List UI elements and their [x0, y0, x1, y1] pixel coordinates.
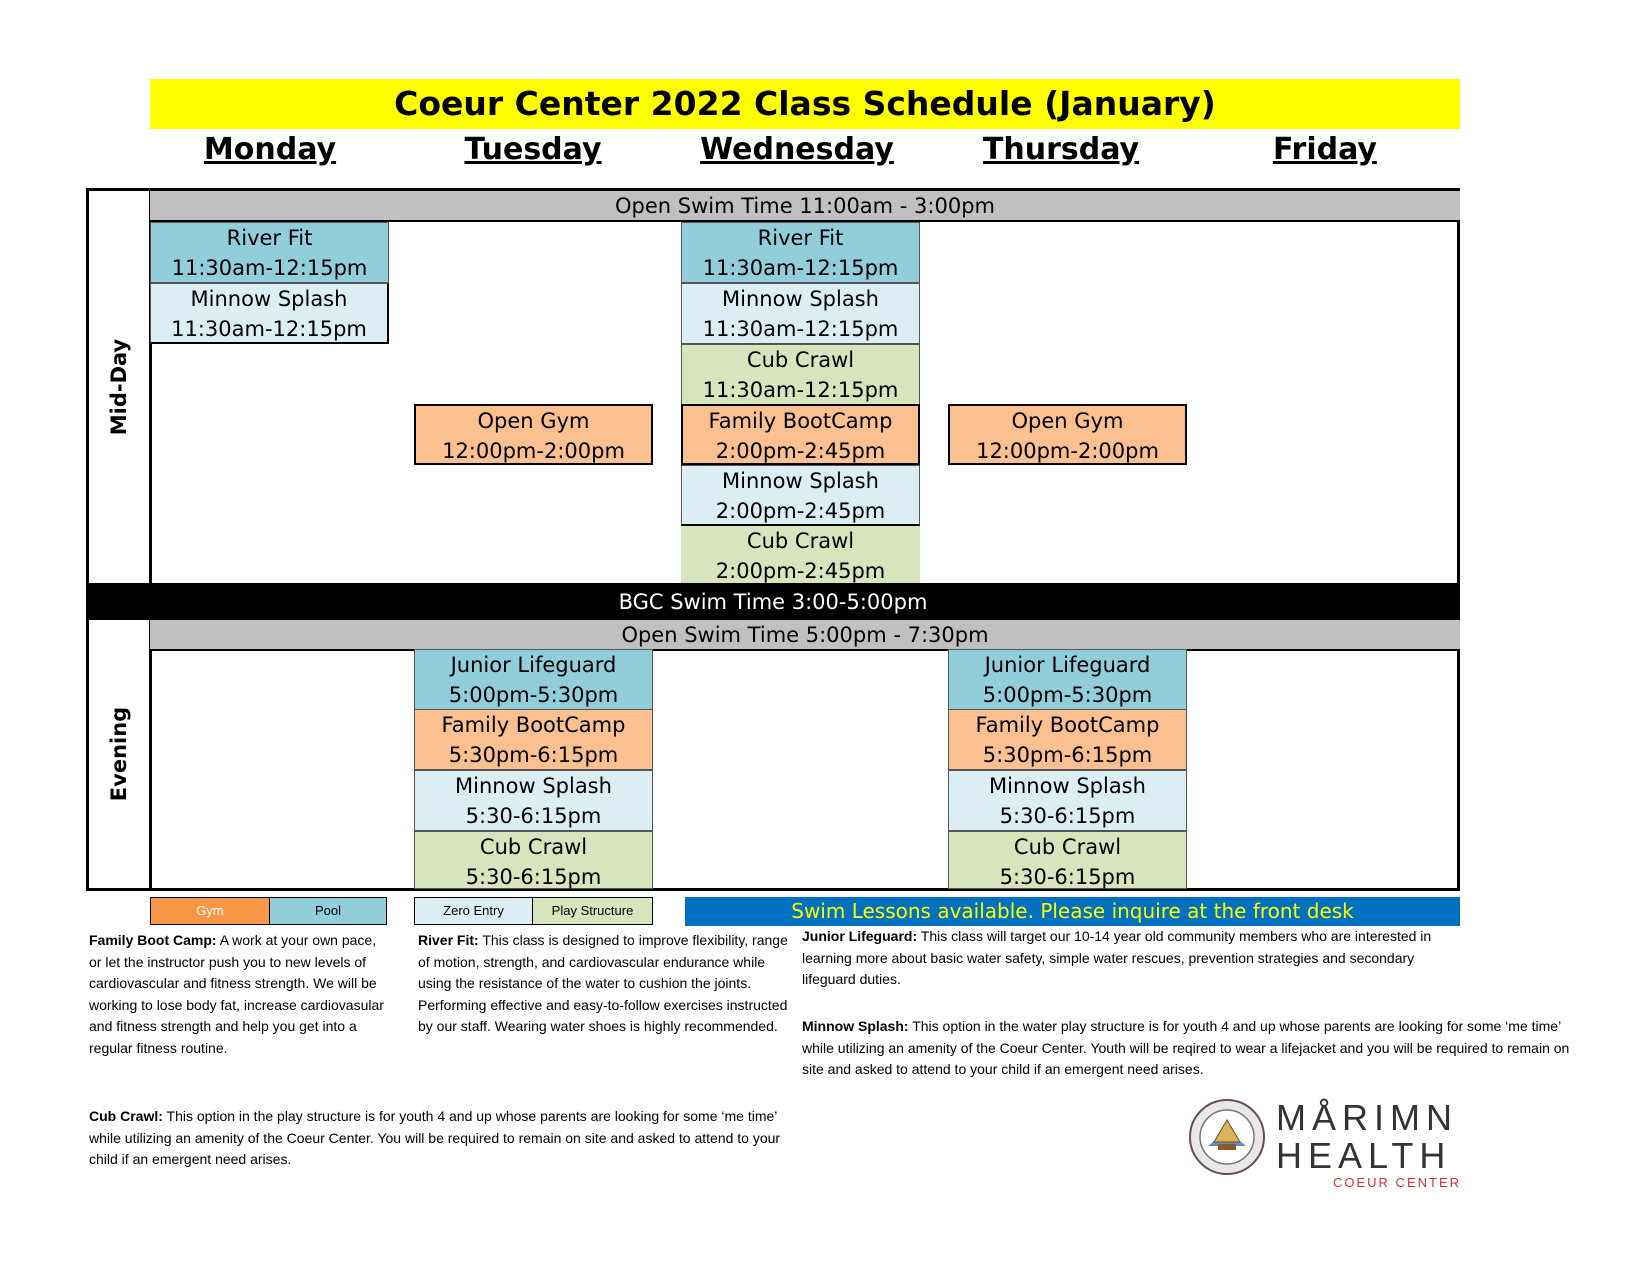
class-tuesday-family-bootcamp: Family BootCamp 5:30pm-6:15pm: [414, 709, 653, 770]
day-header-monday: Monday: [203, 132, 337, 167]
coeur-dalene-tribe-seal-icon: [1188, 1098, 1266, 1176]
class-tuesday-junior-lifeguard: Junior Lifeguard 5:00pm-5:30pm: [414, 649, 653, 710]
class-thursday-cub-crawl: Cub Crawl 5:30-6:15pm: [948, 831, 1187, 889]
class-tuesday-minnow-splash: Minnow Splash 5:30-6:15pm: [414, 770, 653, 831]
midday-label: Mid-Day: [107, 338, 131, 436]
class-wednesday-minnow-splash-2: Minnow Splash 2:00pm-2:45pm: [681, 465, 920, 526]
brand-name-line2: HEALTH: [1276, 1135, 1452, 1176]
class-wednesday-family-bootcamp: Family BootCamp 2:00pm-2:45pm: [681, 404, 920, 465]
class-wednesday-river-fit: River Fit 11:30am-12:15pm: [681, 222, 920, 283]
class-monday-minnow-splash: Minnow Splash 11:30am-12:15pm: [150, 283, 389, 344]
bgc-swim-bar: BGC Swim Time 3:00-5:00pm: [86, 586, 1460, 619]
evening-label: Evening: [107, 706, 131, 802]
open-swim-midday-bar: Open Swim Time 11:00am - 3:00pm: [150, 191, 1460, 222]
class-monday-river-fit: River Fit 11:30am-12:15pm: [150, 222, 389, 283]
description-river-fit: River Fit: This class is designed to improve flexibility, range of motion, strength, and cardiovascular endurance while using the resistance of the water to cushion the joints. Performing effective and easy-to-follow exercises instructed by our staff. Wearing water shoes is highly recommended.: [418, 932, 788, 1034]
evening-section: [86, 617, 1460, 891]
day-header-wednesday: Wednesday: [700, 132, 894, 167]
legend-gym: Gym: [150, 897, 270, 925]
description-family-boot-camp: Family Boot Camp: A work at your own pace, or let the instructor push you to new levels of cardiovascular and fitness strength. We will be working to lose body fat, increase cardiovasular and fitness strength and help you get into a regular fitness routine.: [89, 932, 384, 1056]
class-wednesday-cub-crawl-2: Cub Crawl 2:00pm-2:45pm: [681, 526, 920, 583]
day-header-friday: Friday: [1272, 132, 1377, 167]
class-thursday-junior-lifeguard: Junior Lifeguard 5:00pm-5:30pm: [948, 649, 1187, 710]
class-thursday-minnow-splash: Minnow Splash 5:30-6:15pm: [948, 770, 1187, 831]
page-title: Coeur Center 2022 Class Schedule (January): [150, 79, 1460, 129]
class-thursday-family-bootcamp: Family BootCamp 5:30pm-6:15pm: [948, 709, 1187, 770]
description-cub-crawl: Cub Crawl: This option in the play structure is for youth 4 and up whose parents are looking for some ‘me time’ while utilizing an amenity of the Coeur Center. You will be required to remain on site and asked to attend to your child if an emergent need arises.: [89, 1108, 781, 1167]
brand-name-line1: MÅRIMN: [1276, 1097, 1458, 1138]
day-header-thursday: Thursday: [982, 132, 1140, 167]
legend-pool: Pool: [269, 897, 387, 925]
description-junior-lifeguard: Junior Lifeguard: This class will target our 10-14 year old community members who are interested in learning more about basic water safety, simple water rescues, prevention strategies and secondary lifeguard duties.: [802, 928, 1432, 987]
description-minnow-splash: Minnow Splash: This option in the water play structure is for youth 4 and up whose parents are looking for some ‘me time’ while utilizing an amenity of the Coeur Center. Youth will be reqired to wear a lifejacket and you will be required to remain on site and asked to attend to your child if an emergent need arises.: [802, 1018, 1570, 1077]
class-tuesday-cub-crawl: Cub Crawl 5:30-6:15pm: [414, 831, 653, 889]
open-swim-evening-bar: Open Swim Time 5:00pm - 7:30pm: [150, 620, 1460, 651]
legend-play-structure: Play Structure: [532, 897, 653, 925]
class-wednesday-cub-crawl-1: Cub Crawl 11:30am-12:15pm: [681, 344, 920, 405]
legend-zero-entry: Zero Entry: [414, 897, 533, 925]
day-header-tuesday: Tuesday: [464, 132, 602, 167]
midday-label-column: [89, 191, 152, 583]
class-tuesday-open-gym: Open Gym 12:00pm-2:00pm: [414, 404, 653, 465]
brand-subtitle: COEUR CENTER: [1333, 1175, 1462, 1190]
swim-lessons-banner: Swim Lessons available. Please inquire at the front desk: [685, 897, 1460, 926]
evening-label-column: [89, 620, 152, 888]
class-thursday-open-gym: Open Gym 12:00pm-2:00pm: [948, 404, 1187, 465]
class-wednesday-minnow-splash-1: Minnow Splash 11:30am-12:15pm: [681, 283, 920, 344]
